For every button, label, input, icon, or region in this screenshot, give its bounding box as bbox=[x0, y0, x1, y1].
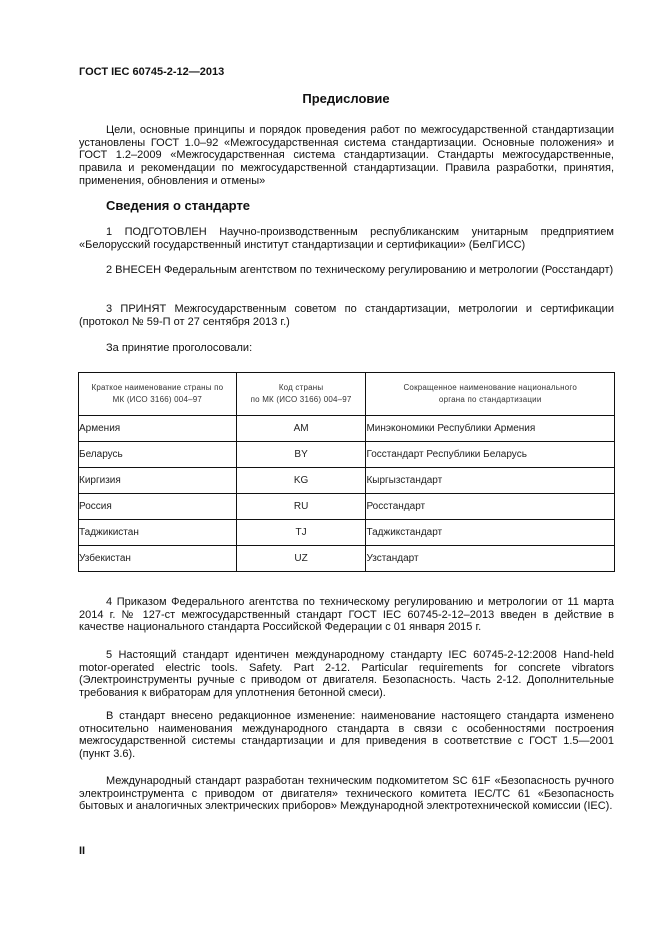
paragraph-5: 5 Настоящий стандарт идентичен международному стандарту IEC 60745-2-12:2008 Hand-held motor-operated electric tools. Safety. Part 2-12. Particular requirements for concrete vibrators (Электроинструменты ручные с приводом от двигателя. Безопасность. Часть 2-12. Дополнительные требования к вибраторам для уплотнения бетонной смеси). bbox=[79, 649, 614, 700]
header-body bbox=[366, 373, 615, 416]
table-row bbox=[79, 442, 615, 468]
cell-country: Армения bbox=[79, 416, 237, 442]
paragraph-4: 4 Приказом Федерального агентства по техническому регулированию и метрологии от 11 марта 2014 г. № 127-ст межгосударственный стандарт ГОСТ IEC 60745-2-12–2013 введен в действие в качестве национального стандарта Российской Федерации с 01 января 2015 г. bbox=[79, 596, 614, 634]
paragraph-3: 3 ПРИНЯТ Межгосударственным советом по стандартизации, метрологии и сертификации (протокол № 59-П от 27 сентября 2013 г.) bbox=[79, 303, 614, 328]
cell-country: Узбекистан bbox=[79, 546, 237, 572]
header-code-line-1: Код страны bbox=[278, 383, 324, 392]
paragraph-6: В стандарт внесено редакционное изменение: наименование настоящего стандарта изменено относительно наименования международного стандарта в связи с особенностями построения межгосударственной системы стандартизации и для приведения в соответствие с ГОСТ 1.5—2001 (пункт 3.6). bbox=[79, 710, 614, 761]
page-title: Предисловие bbox=[302, 91, 390, 106]
header-code bbox=[236, 373, 366, 416]
intro-paragraph: Цели, основные принципы и порядок проведения работ по межгосударственной стандартизации установлены ГОСТ 1.0–92 «Межгосударственная система стандартизации. Основные положения» и ГОСТ 1.2–2009 «Межгосударственная система стандартизации. Стандарты межгосударственные, правила и рекомендации по межгосударственной стандартизации. Правила разработки, принятия, применения, обновления и отмены» bbox=[79, 124, 614, 187]
header-country-line-1: Краткое наименование страны по bbox=[91, 383, 224, 392]
paragraph-7: Международный стандарт разработан техническим подкомитетом SC 61F «Безопасность ручного электроинструмента с приводом от двигателя» технического комитета IEC/TC 61 «Безопасность бытовых и аналогичных электрических приборов» Международной электротехнической комиссии (IEC). bbox=[79, 775, 614, 813]
table-row bbox=[79, 546, 615, 572]
cell-body: Минэкономики Республики Армения bbox=[366, 416, 615, 442]
cell-body: Кыргызстандарт bbox=[366, 468, 615, 494]
cell-country: Беларусь bbox=[79, 442, 237, 468]
cell-body: Госстандарт Республики Беларусь bbox=[366, 442, 615, 468]
section-title: Сведения о стандарте bbox=[106, 198, 251, 213]
cell-body: Узстандарт bbox=[366, 546, 615, 572]
cell-country: Россия bbox=[79, 494, 237, 520]
cell-country: Киргизия bbox=[79, 468, 237, 494]
paragraph-1: 1 ПОДГОТОВЛЕН Научно-производственным республиканским унитарным предприятием «Белорусский государственный институт стандартизации и сертификации» (БелГИСС) bbox=[79, 226, 614, 251]
voting-table bbox=[78, 372, 615, 572]
table-row bbox=[79, 494, 615, 520]
cell-code: TJ bbox=[236, 520, 366, 546]
paragraph-2: 2 ВНЕСЕН Федеральным агентством по техническому регулированию и метрологии (Росстандарт) bbox=[106, 264, 614, 276]
cell-code: KG bbox=[236, 468, 366, 494]
header-body-line-1: Сокращенное наименование национального bbox=[403, 383, 578, 392]
table-row bbox=[79, 468, 615, 494]
cell-body: Таджикстандарт bbox=[366, 520, 615, 546]
header-country-line-2: МК (ИСО 3166) 004–97 bbox=[112, 395, 203, 404]
cell-country: Таджикистан bbox=[79, 520, 237, 546]
cell-code: AM bbox=[236, 416, 366, 442]
table-row bbox=[79, 416, 615, 442]
cell-body: Росстандарт bbox=[366, 494, 615, 520]
page-number: II bbox=[79, 845, 86, 857]
running-head: ГОСТ IEC 60745-2-12—2013 bbox=[79, 66, 225, 78]
table-header-row bbox=[79, 373, 615, 416]
voted-label: За принятие проголосовали: bbox=[106, 342, 253, 354]
header-body-line-2: органа по стандартизации bbox=[438, 395, 542, 404]
header-country bbox=[79, 373, 237, 416]
cell-code: BY bbox=[236, 442, 366, 468]
cell-code: RU bbox=[236, 494, 366, 520]
table-row bbox=[79, 520, 615, 546]
cell-code: UZ bbox=[236, 546, 366, 572]
header-code-line-2: по МК (ИСО 3166) 004–97 bbox=[250, 395, 352, 404]
